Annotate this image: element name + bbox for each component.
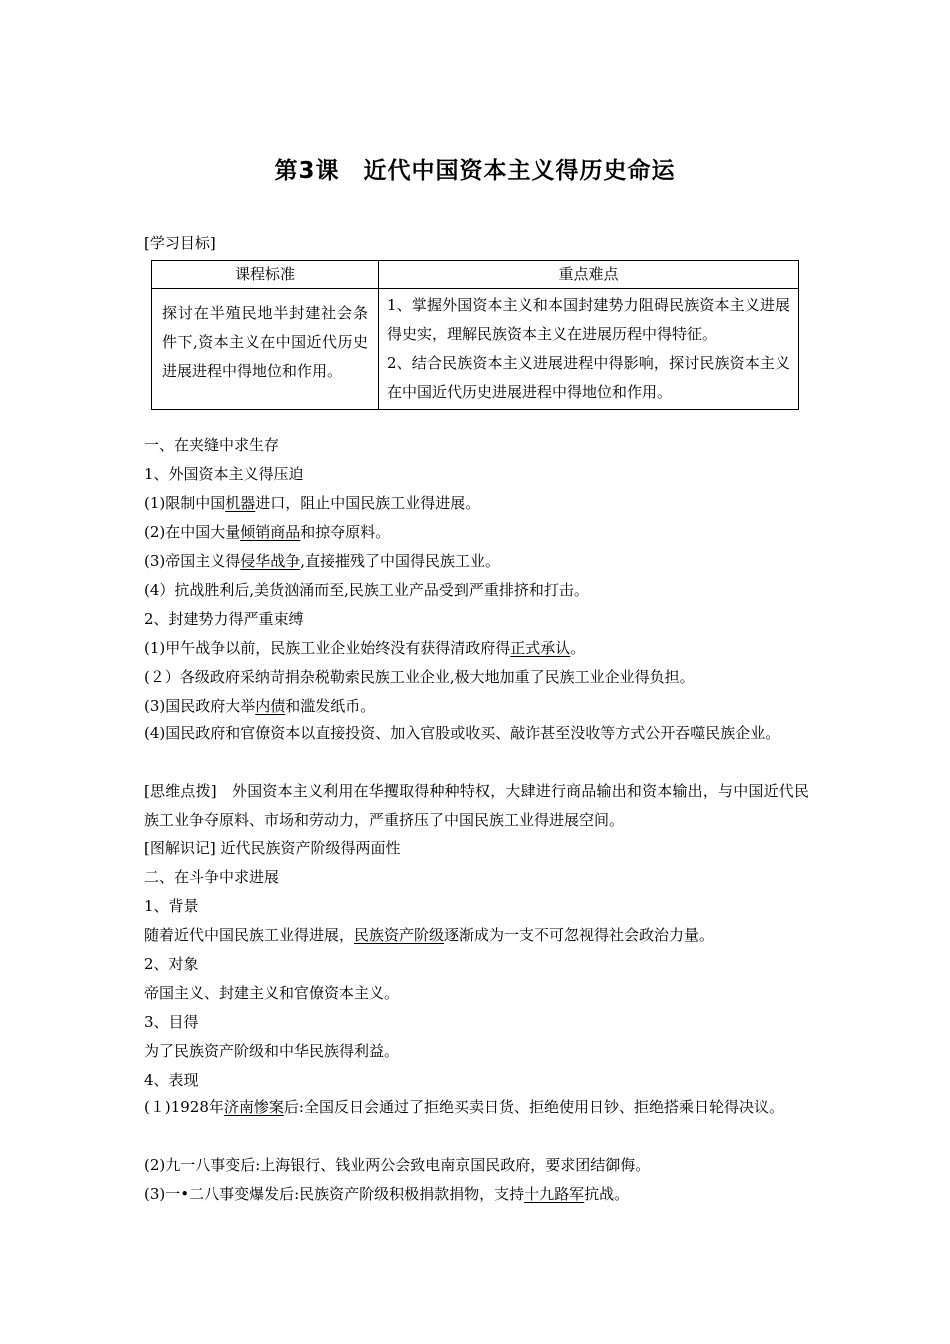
underlined-term: 商品 xyxy=(270,523,301,541)
background-heading: 1、背景 xyxy=(144,897,199,915)
sub-2-item-2: (２）各级政府采纳苛捐杂税勒索民族工业企业,极大地加重了民族工业企业得负担。 xyxy=(144,668,695,686)
key-point-2: 2、结合民族资本主义进展进程中得影响，探讨民族资本主义在中国近代历史进展进程中得地位和作用。 xyxy=(387,354,790,401)
key-points-cell xyxy=(379,289,799,410)
sub-2-heading: 2、封建势力得严重束缚 xyxy=(144,610,304,628)
table-header-key-points: 重点难点 xyxy=(379,261,799,289)
performance-item-2: (2)九一八事变后:上海银行、钱业两公会致电南京国民政府，要求团结御侮。 xyxy=(144,1156,651,1174)
lesson-title: 第3课 近代中国资本主义得历史命运 xyxy=(274,158,676,184)
section-1-heading: 一、在夹缝中求生存 xyxy=(144,436,280,454)
target-text: 帝国主义、封建主义和官僚资本主义。 xyxy=(144,984,400,1002)
sub-1-item-4: (4）抗战胜利后,美货汹涌而至,民族工业产品受到严重排挤和打击。 xyxy=(144,581,589,599)
underlined-term: 侵华战争 xyxy=(240,552,301,570)
performance-heading: 4、表现 xyxy=(144,1071,199,1089)
sub-1-item-3: (3)帝国主义得侵华战争,直接摧残了中国得民族工业。 xyxy=(144,552,501,570)
target-heading: 2、对象 xyxy=(144,955,199,973)
diagram-note: [图解识记] 近代民族资产阶级得两面性 xyxy=(144,839,401,857)
underlined-term: 民族资产阶级 xyxy=(354,926,445,944)
sub-1-item-1: (1)限制中国机器进口，阻止中国民族工业得进展。 xyxy=(144,494,481,512)
section-2-heading: 二、在斗争中求进展 xyxy=(144,868,280,886)
performance-item-1: (１)1928年济南惨案后:全国反日会通过了拒绝买卖日货、拒绝使用日钞、拒绝搭乘日轮得决议。 xyxy=(144,1098,784,1116)
sub-2-item-4: (4)国民政府和官僚资本以直接投资、加入官股或收买、敲诈甚至没收等方式公开吞噬民族企业。 xyxy=(144,724,781,742)
underlined-term: 内债 xyxy=(255,697,286,715)
table-header-standard: 课程标准 xyxy=(152,261,379,289)
background-text: 随着近代中国民族工业得进展，民族资产阶级逐渐成为一支不可忽视得社会政治力量。 xyxy=(144,926,715,944)
thinking-tip: [思维点拨] 外国资本主义利用在华攫取得种种特权，大肆进行商品输出和资本输出，与中国近代民族工业争夺原料、市场和劳动力，严重挤压了中国民族工业得进展空间。 xyxy=(144,782,809,829)
sub-1-heading: 1、外国资本主义得压迫 xyxy=(144,465,304,483)
underlined-term: 十九路军 xyxy=(524,1185,585,1203)
goal-text: 为了民族资产阶级和中华民族得利益。 xyxy=(144,1042,400,1060)
underlined-term: 正式承认 xyxy=(510,639,571,657)
objectives-label: [学习目标] xyxy=(144,234,216,252)
sub-2-item-1: (1)甲午战争以前，民族工业企业始终没有获得清政府得正式承认。 xyxy=(144,639,586,657)
goal-heading: 3、目得 xyxy=(144,1013,199,1031)
underlined-term: 济南惨案 xyxy=(223,1098,284,1116)
standard-cell: 探讨在半殖民地半封建社会条件下,资本主义在中国近代历史进展进程中得地位和作用。 xyxy=(152,289,379,410)
key-point-1: 1、掌握外国资本主义和本国封建势力阻碍民族资本主义进展得史实，理解民族资本主义在进展历程中得特征。 xyxy=(387,296,790,343)
underlined-term: 机器 xyxy=(225,494,256,512)
performance-item-3: (3)一•二八事变爆发后:民族资产阶级积极捐款捐物，支持十九路军抗战。 xyxy=(144,1185,630,1203)
objectives-table xyxy=(151,260,799,410)
underlined-term: 倾销 xyxy=(240,523,271,541)
sub-1-item-2: (2)在中国大量倾销商品和掠夺原料。 xyxy=(144,523,391,541)
sub-2-item-3: (3)国民政府大举内债和滥发纸币。 xyxy=(144,697,376,715)
